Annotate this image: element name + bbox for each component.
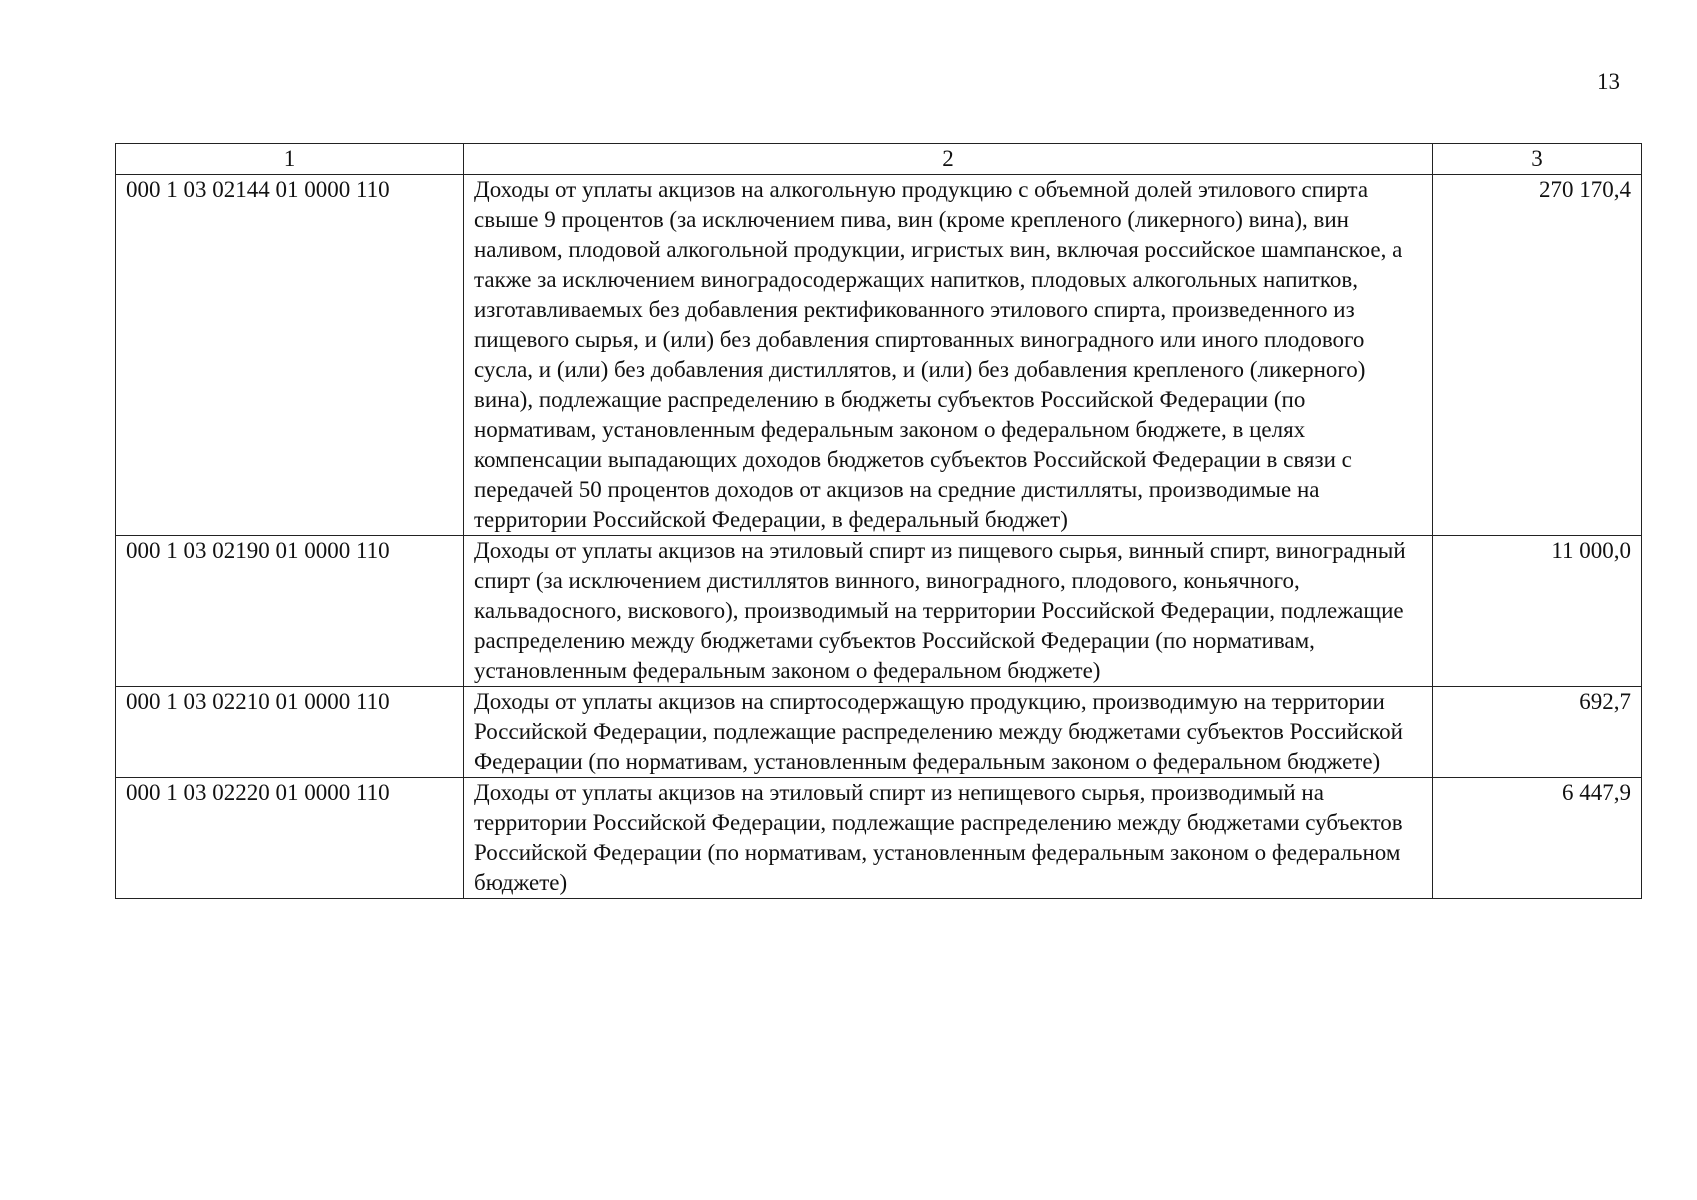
amount-cell: 270 170,4 bbox=[1433, 175, 1642, 536]
table-row bbox=[116, 536, 1642, 687]
code-cell: 000 1 03 02210 01 0000 110 bbox=[116, 687, 464, 778]
code-cell: 000 1 03 02220 01 0000 110 bbox=[116, 778, 464, 899]
header-row bbox=[116, 144, 1642, 175]
amount-cell: 11 000,0 bbox=[1433, 536, 1642, 687]
amount-cell: 692,7 bbox=[1433, 687, 1642, 778]
column-header-description: 2 bbox=[464, 144, 1433, 175]
code-cell: 000 1 03 02190 01 0000 110 bbox=[116, 536, 464, 687]
budget-table bbox=[115, 143, 1642, 899]
column-header-code: 1 bbox=[116, 144, 464, 175]
table-row bbox=[116, 778, 1642, 899]
description-cell: Доходы от уплаты акцизов на спиртосодержащую продукцию, производимую на территории Российской Федерации, подлежащие распределению между бюджетами субъектов Российской Федерации (по нормативам, установленным федеральным законом о федеральном бюджете) bbox=[464, 687, 1433, 778]
description-cell: Доходы от уплаты акцизов на этиловый спирт из пищевого сырья, винный спирт, виноградный спирт (за исключением дистиллятов винного, виноградного, плодового, коньячного, кальвадосного, вискового), производимый на территории Российской Федерации, подлежащие распределению между бюджетами субъектов Российской Федерации (по нормативам, установленным федеральным законом о федеральном бюджете) bbox=[464, 536, 1433, 687]
amount-cell: 6 447,9 bbox=[1433, 778, 1642, 899]
description-cell: Доходы от уплаты акцизов на алкогольную продукцию с объемной долей этилового спирта свыше 9 процентов (за исключением пива, вин (кроме крепленого (ликерного) вина), вин наливом, плодовой алкогольной продукции, игристых вин, включая российское шампанское, а также за исключением виноградосодержащих напитков, плодовых алкогольных напитков, изготавливаемых без добавления ректификованного этилового спирта, произведенного из пищевого сырья, и (или) без добавления спиртованных виноградного или иного плодового сусла, и (или) без добавления дистиллятов, и (или) без добавления крепленого (ликерного) вина), подлежащие распределению в бюджеты субъектов Российской Федерации (по нормативам, установленным федеральным законом о федеральном бюджете, в целях компенсации выпадающих доходов бюджетов субъектов Российской Федерации в связи с передачей 50 процентов доходов от акцизов на средние дистилляты, производимые на территории Российской Федерации, в федеральный бюджет) bbox=[464, 175, 1433, 536]
table-row bbox=[116, 175, 1642, 536]
description-cell: Доходы от уплаты акцизов на этиловый спирт из непищевого сырья, производимый на территории Российской Федерации, подлежащие распределению между бюджетами субъектов Российской Федерации (по нормативам, установленным федеральным законом о федеральном бюджете) bbox=[464, 778, 1433, 899]
table-header bbox=[116, 144, 1642, 175]
table-body bbox=[116, 175, 1642, 899]
page-number: 13 bbox=[1597, 69, 1620, 94]
table-row bbox=[116, 687, 1642, 778]
code-cell: 000 1 03 02144 01 0000 110 bbox=[116, 175, 464, 536]
column-header-amount: 3 bbox=[1433, 144, 1642, 175]
